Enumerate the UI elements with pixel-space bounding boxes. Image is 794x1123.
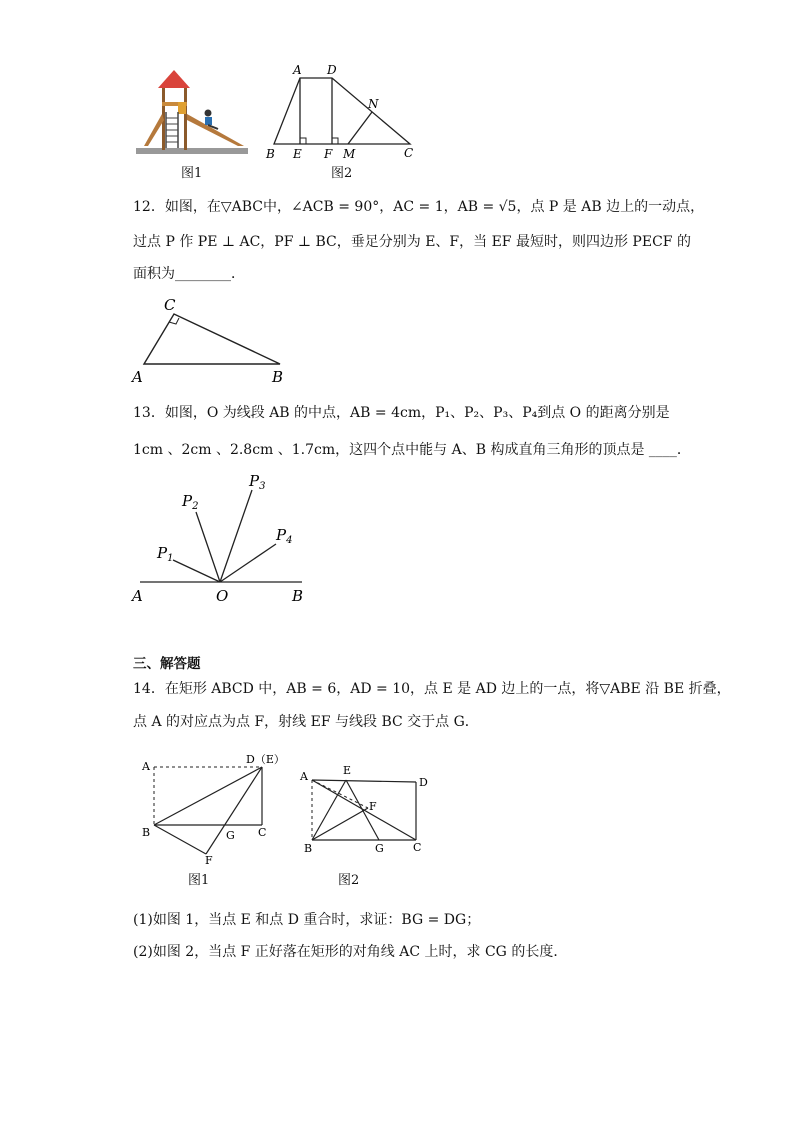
q12-line2: 过点 P 作 PE ⊥ AC，PF ⊥ BC，垂足分别为 E、F，当 EF 最短时，则四边形 PECF 的 bbox=[133, 234, 691, 250]
label-a: A bbox=[293, 63, 302, 77]
label-p3-sub: 3 bbox=[259, 481, 266, 492]
label-a: A bbox=[300, 770, 308, 783]
q14-line1: 14．在矩形 ABCD 中，AB = 6，AD = 10，点 E 是 AD 边上的一点，将▽ABE 沿 BE 折叠， bbox=[133, 681, 731, 697]
label-c: C bbox=[404, 146, 414, 160]
label-a: A bbox=[132, 587, 143, 605]
svg-text:P2 bbox=[181, 492, 198, 512]
q14-fig1-caption: 图1 bbox=[188, 873, 210, 888]
label-d: D bbox=[327, 63, 337, 77]
trapezoid-figure bbox=[262, 62, 422, 164]
q12-right-triangle bbox=[128, 294, 298, 388]
slide-illustration bbox=[134, 68, 250, 158]
label-f: F bbox=[205, 854, 213, 865]
q14-sub1: (1)如图 1，当点 E 和点 D 重合时，求证：BG = DG； bbox=[133, 912, 481, 928]
q13-line2: 1cm 、2cm 、2.8cm 、1.7cm，这四个点中能与 A、B 构成直角三角形的顶点是 ____． bbox=[133, 442, 691, 458]
label-d-e: D（E） bbox=[246, 753, 285, 766]
label-c: C bbox=[164, 296, 176, 314]
label-p2: P bbox=[182, 492, 193, 510]
label-p4-sub: 4 bbox=[286, 535, 293, 546]
label-b: B bbox=[304, 842, 313, 855]
label-a: A bbox=[142, 760, 150, 773]
label-c: C bbox=[258, 826, 267, 839]
q14-figure2 bbox=[296, 760, 436, 860]
section-heading: 三、解答题 bbox=[133, 656, 201, 672]
label-b: B bbox=[266, 147, 275, 161]
label-e: E bbox=[343, 764, 352, 777]
label-p1: P bbox=[157, 544, 168, 562]
label-p1-sub: 1 bbox=[167, 553, 174, 564]
label-d: D bbox=[419, 776, 428, 789]
fig2-caption: 图2 bbox=[331, 166, 353, 181]
q14-line2: 点 A 的对应点为点 F，射线 EF 与线段 BC 交于点 G． bbox=[133, 714, 479, 730]
q14-sub2: (2)如图 2，当点 F 正好落在矩形的对角线 AC 上时，求 CG 的长度． bbox=[133, 944, 568, 960]
label-p4: P bbox=[276, 526, 287, 544]
q14-fig2-caption: 图2 bbox=[338, 873, 360, 888]
svg-text:P4 bbox=[275, 526, 292, 546]
label-f: F bbox=[324, 147, 333, 161]
label-o: O bbox=[216, 587, 229, 605]
label-b: B bbox=[142, 826, 151, 839]
q13-figure bbox=[128, 468, 318, 608]
q14-figure1 bbox=[136, 750, 286, 865]
label-c: C bbox=[413, 841, 422, 854]
q12-line3: 面积为________． bbox=[133, 266, 245, 282]
svg-text:P1 bbox=[156, 544, 173, 564]
label-b: B bbox=[292, 587, 304, 605]
q12-line1: 12．如图，在▽ABC中，∠ACB = 90°，AC = 1，AB = √5，点 P 是 AB 边上的一动点， bbox=[133, 199, 705, 215]
fig1-caption: 图1 bbox=[181, 166, 203, 181]
q13-line1: 13．如图，O 为线段 AB 的中点，AB = 4cm，P₁、P₂、P₃、P₄到点 O 的距离分别是 bbox=[133, 405, 670, 421]
svg-text:P3 bbox=[248, 472, 265, 492]
label-a: A bbox=[132, 368, 143, 386]
label-p3: P bbox=[249, 472, 260, 490]
label-f: F bbox=[369, 800, 377, 813]
label-g: G bbox=[226, 829, 235, 842]
label-b: B bbox=[272, 368, 284, 386]
label-p2-sub: 2 bbox=[192, 501, 199, 512]
label-m: M bbox=[343, 147, 356, 161]
label-e: E bbox=[293, 147, 302, 161]
label-n: N bbox=[368, 97, 379, 111]
label-g: G bbox=[375, 842, 384, 855]
